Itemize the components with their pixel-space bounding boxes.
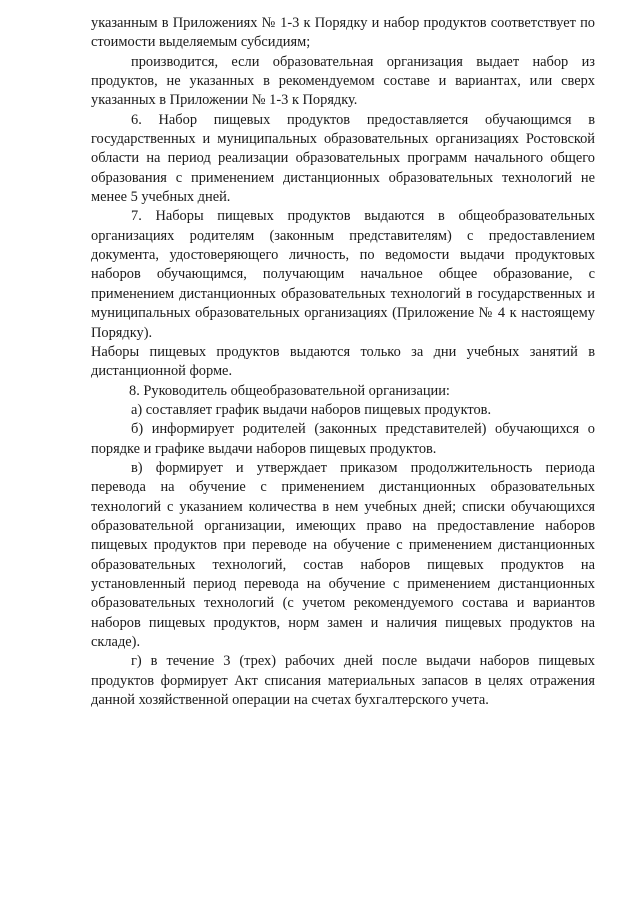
document-body [91, 14, 595, 710]
paragraph-item-8v: в) формирует и утверждает приказом продолжительность периода перевода на обучение с применением дистанционных образовательных технологий с указанием количества в нем учебных дней; списки обучающихся образовательной организации, имеющих право на предоставление наборов пищевых продуктов при переводе на обучение с применением дистанционных образовательных технологий, состав наборов пищевых продуктов на установленный период перевода на обучение с применением дистанционных образовательных технологий (с учетом рекомендуемого состава и вариантов наборов пищевых продуктов, норм замен и наличия пищевых продуктов на складе). [91, 459, 595, 650]
paragraph-item-8: 8. Руководитель общеобразовательной организации: [129, 382, 450, 399]
paragraph-issue-condition: производится, если образовательная организация выдает набор из продуктов, не указанных в рекомендуемом составе и вариантах, или сверх указанных в Приложении № 1-3 к Порядку. [91, 53, 595, 109]
paragraph-item-8a: а) составляет график выдачи наборов пищевых продуктов. [131, 401, 492, 418]
paragraph-item-8g: г) в течение 3 (трех) рабочих дней после выдачи наборов пищевых продуктов формирует Акт списания материальных запасов в целях отражения данной хозяйственной операции на счетах бухгалтерского учета. [91, 653, 595, 709]
paragraph-item-7: 7. Наборы пищевых продуктов выдаются в общеобразовательных организациях родителям (законным представителям) с предоставлением документа, удостоверяющего личность, по ведомости выдачи продуктовых наборов обучающимся, получающим начальное общее образование, с применением дистанционных образовательных технологий в государственных и муниципальных образовательных организациях (Приложение № 4 к настоящему Порядку). [91, 208, 595, 341]
paragraph-item-6: 6. Набор пищевых продуктов предоставляется обучающимся в государственных и муниципальных образовательных организациях Ростовской области на период реализации образовательных программ начального общего образования с применением дистанционных образовательных технологий не менее 5 учебных дней. [91, 111, 595, 206]
paragraph-distance-days: Наборы пищевых продуктов выдаются только за дни учебных занятий в дистанционной форме. [91, 343, 595, 380]
paragraph-item-8b: б) информирует родителей (законных представителей) обучающихся о порядке и графике выдачи наборов пищевых продуктов. [91, 421, 595, 457]
paragraph-subsidies-continuation: указанным в Приложениях № 1-3 к Порядку и набор продуктов соответствует по стоимости выделяемым субсидиям; [91, 15, 595, 51]
